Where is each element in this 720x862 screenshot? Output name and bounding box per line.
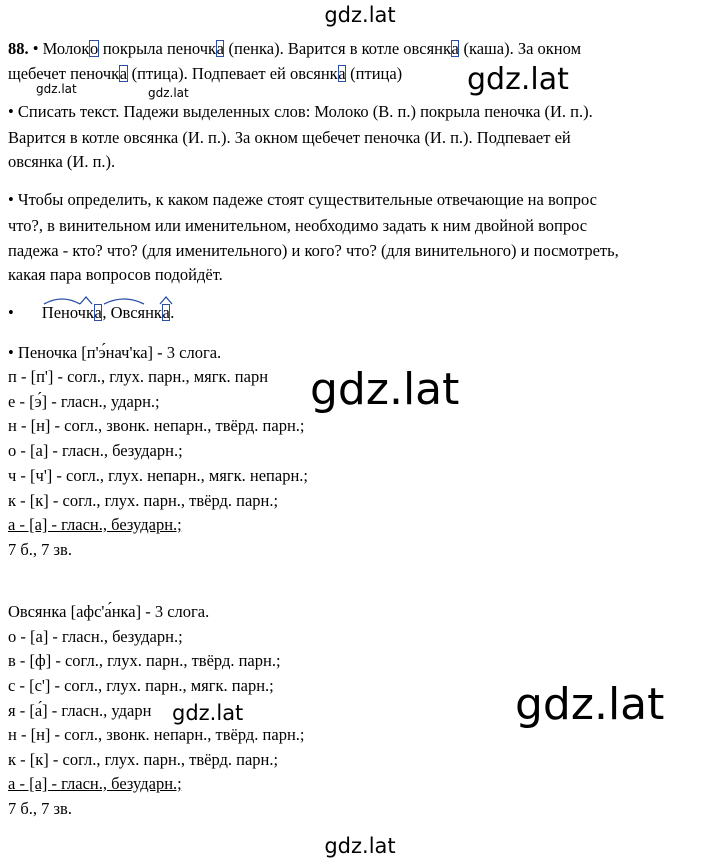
exercise-line-1 [8,38,581,60]
analysis2-row-1: о - [а] - гласн., безударн.; [8,627,183,646]
analysis1-row-4: о - [а] - гласн., безударн.; [8,441,183,460]
watermark-large-2: gdz.lat [515,679,665,730]
ending-box: а [451,39,459,58]
watermark-small-1: gdz.lat [36,82,77,96]
text-segment: (пенка). Варится в котле овсянк [224,39,452,58]
text-segment: (птица). Подпевает ей овсянк [127,64,338,83]
morph-bullet: • [8,303,14,322]
task1-line-2: Варится в котле овсянка (И. п.). За окном щебечет пеночка (И. п.). Подпевает ей [8,128,571,147]
analysis1-row-1: п - [п'] - согл., глух. парн., мягк. парн [8,367,269,386]
analysis2-row-6: к - [к] - согл., глух. парн., твёрд. парн.; [8,750,279,769]
task2-line-4: какая пара вопросов подойдёт. [8,265,223,284]
ending-box: о [89,39,99,58]
text-segment: щебечет пеночк [8,64,120,83]
ending-box: а [216,39,224,58]
analysis1-header: • Пеночка [п'э́нач'ка] - 3 слога. [8,343,222,362]
task2-line-2: что?, в винительном или именительном, необходимо задать к ним двойной вопрос [8,216,588,235]
ending-box: а [338,64,346,83]
morph-end: . [170,303,175,322]
watermark-top: gdz.lat [324,3,396,27]
analysis2-row-4: я - [а́] - гласн., ударн [8,701,152,720]
analysis2-header: Овсянка [афс'а́нка] - 3 слога. [8,602,210,621]
analysis1-row-3: н - [н] - согл., звонк. непарн., твёрд. парн.; [8,416,305,435]
analysis2-row-5: н - [н] - согл., звонк. непарн., твёрд. парн.; [8,725,305,744]
morph-word2-stem: Овсянк [110,303,162,322]
analysis1-row-7: а - [а] - гласн., безударн.; [8,515,182,534]
watermark-small-2: gdz.lat [148,86,189,100]
text-segment: покрыла пеночк [98,39,217,58]
morph-word2-ending: а [162,303,170,322]
morph-sep: , [102,303,111,322]
watermark-inline-large: gdz.lat [467,62,569,97]
watermark-large-1: gdz.lat [310,364,460,415]
watermark-bottom: gdz.lat [324,834,396,858]
text-segment: • Молок [28,39,90,58]
analysis1-row-2: е - [э́] - гласн., ударн.; [8,392,160,411]
morph-word1-stem: Пеночк [41,303,94,322]
morph-word1-ending: а [94,303,102,322]
text-segment: (птица) [346,64,403,83]
watermark-inline-2: gdz.lat [172,701,244,725]
analysis1-row-6: к - [к] - согл., глух. парн., твёрд. парн.; [8,491,279,510]
analysis2-row-2: в - [ф] - согл., глух. парн., твёрд. парн.; [8,651,281,670]
analysis2-row-7: а - [а] - гласн., безударн.; [8,774,182,793]
task1-line-1: • Списать текст. Падежи выделенных слов: Молоко (В. п.) покрыла пеночка (И. п.). [8,102,593,121]
ending-box: а [119,64,128,83]
analysis1-summary: 7 б., 7 зв. [8,540,72,559]
morph-line [8,302,174,324]
text-segment: (каша). За окном [459,39,582,58]
analysis2-summary: 7 б., 7 зв. [8,799,72,818]
task2-line-1: • Чтобы определить, к каком падеже стоят существительные отвечающие на вопрос [8,190,597,209]
analysis2-row-3: с - [с'] - согл., глух. парн., мягк. парн.; [8,676,274,695]
task2-line-3: падежа - кто? что? (для именительного) и кого? что? (для винительного) и посмотреть, [8,241,619,260]
task1-line-3: овсянка (И. п.). [8,152,116,171]
exercise-number: 88. [8,39,29,58]
analysis1-row-5: ч - [ч'] - согл., глух. непарн., мягк. непарн.; [8,466,308,485]
